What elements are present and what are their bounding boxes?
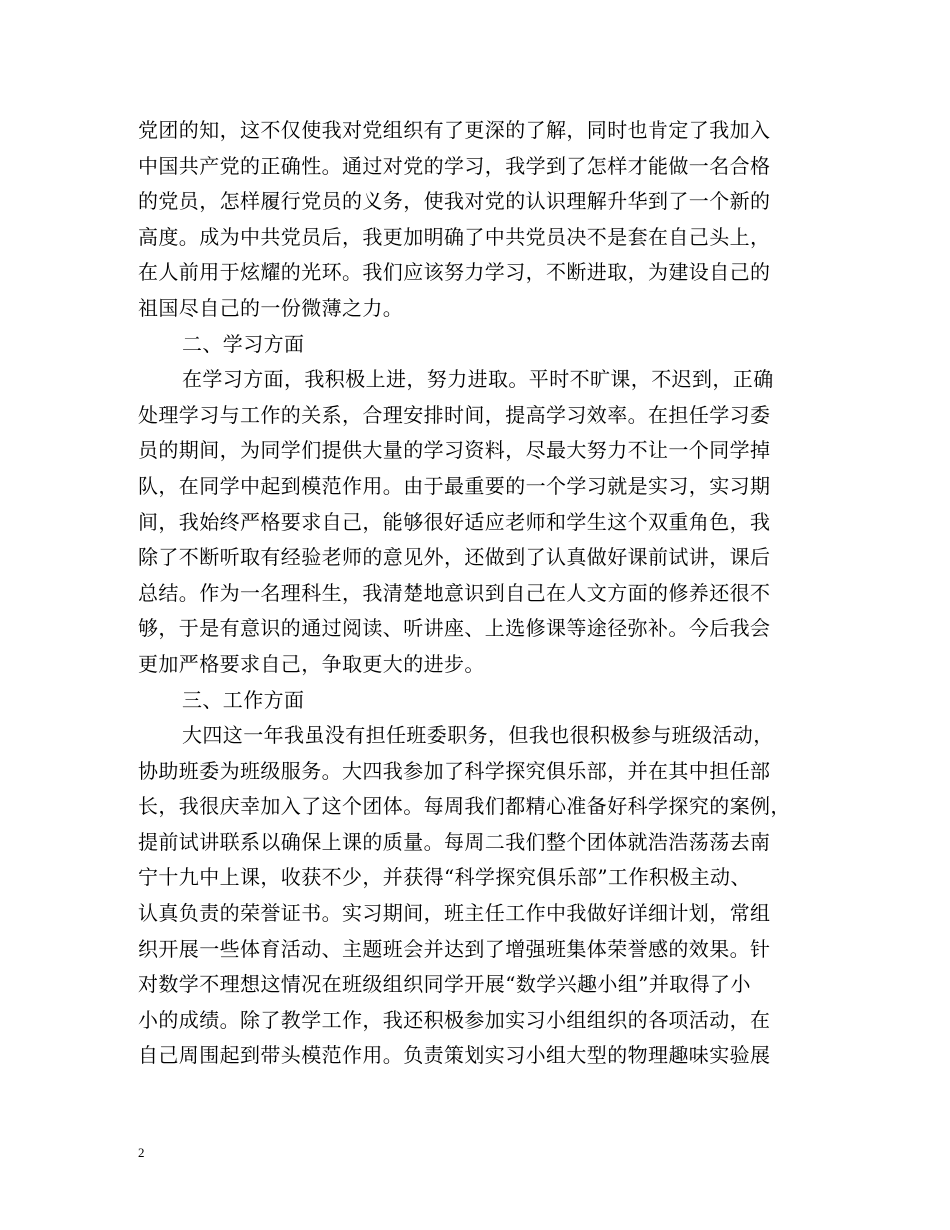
page-number: 2 [138, 1145, 145, 1160]
text-line: 宁十九中上课，收获不少，并获得“科学探究俱乐部”工作积极主动、 [138, 865, 751, 890]
text-line: 提前试讲联系以确保上课的质量。每周二我们整个团体就浩浩荡荡去南 [138, 829, 771, 854]
text-line: 处理学习与工作的关系，合理安排时间，提高学习效率。在担任学习委 [138, 402, 771, 427]
text-line: 祖国尽自己的一份微薄之力。 [138, 295, 404, 320]
text-line: 总结。作为一名理科生，我清楚地意识到自己在人文方面的修养还很不 [138, 580, 771, 605]
body-text [138, 113, 828, 1074]
text-line: 够，于是有意识的通过阅读、听讲座、上选修课等途径弥补。今后我会 [138, 616, 771, 641]
text-line: 间，我始终严格要求自己，能够很好适应老师和学生这个双重角色，我 [138, 509, 771, 534]
text-line: 织开展一些体育活动、主题班会并达到了增强班集体荣誉感的效果。针 [138, 936, 771, 961]
text-line: 除了不断听取有经验老师的意见外，还做到了认真做好课前试讲，课后 [138, 545, 771, 570]
text-line: 员的期间，为同学们提供大量的学习资料，尽最大努力不让一个同学掉 [138, 438, 771, 463]
text-line: 认真负责的荣誉证书。实习期间，班主任工作中我做好详细计划，常组 [138, 901, 771, 926]
text-line: 高度。成为中共党员后，我更加明确了中共党员决不是套在自己头上， [138, 224, 771, 249]
text-line: 在人前用于炫耀的光环。我们应该努力学习，不断进取，为建设自己的 [138, 260, 771, 285]
text-line: 小的成绩。除了教学工作，我还积极参加实习小组组织的各项活动，在 [138, 1007, 771, 1032]
text-line: 大四这一年我虽没有担任班委职务，但我也很积极参与班级活动， [182, 723, 774, 748]
text-line: 队，在同学中起到模范作用。由于最重要的一个学习就是实习，实习期 [138, 473, 771, 498]
text-line: 更加严格要求自己，争取更大的进步。 [138, 651, 485, 676]
text-line: 自己周围起到带头模范作用。负责策划实习小组大型的物理趣味实验展 [138, 1043, 771, 1068]
text-line: 对数学不理想这情况在班级组织同学开展“数学兴趣小组”并取得了小 [138, 972, 751, 997]
text-line: 协助班委为班级服务。大四我参加了科学探究俱乐部，并在其中担任部 [138, 758, 771, 783]
text-line: 长，我很庆幸加入了这个团体。每周我们都精心准备好科学探究的案例， [138, 794, 791, 819]
text-line: 中国共产党的正确性。通过对党的学习，我学到了怎样才能做一名合格 [138, 153, 771, 178]
text-line: 党团的知，这不仅使我对党组织有了更深的了解，同时也肯定了我加入 [138, 118, 771, 142]
section-heading-work: 三、工作方面 [182, 687, 305, 712]
text-line: 在学习方面，我积极上进，努力进取。平时不旷课，不迟到，正确 [182, 367, 774, 392]
text-line: 的党员，怎样履行党员的义务，使我对党的认识理解升华到了一个新的 [138, 189, 771, 214]
section-heading-study: 二、学习方面 [182, 331, 305, 356]
